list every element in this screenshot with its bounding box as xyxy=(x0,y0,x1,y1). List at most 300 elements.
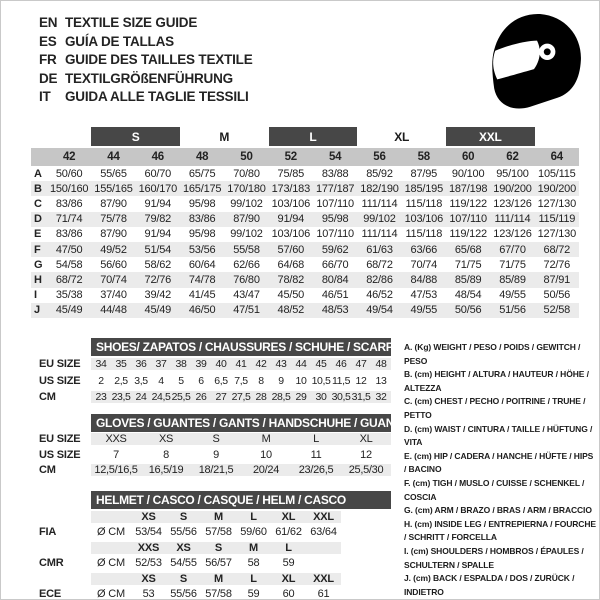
measurement-cell: 123/126 xyxy=(493,197,532,210)
table-cell: L xyxy=(313,433,319,446)
table-cell: 58 xyxy=(247,557,260,570)
measurement-cell: 91/94 xyxy=(277,213,305,226)
measurement-cell: 46/51 xyxy=(321,289,349,302)
table-cell: M xyxy=(249,541,258,554)
table-cell: 47 xyxy=(355,358,367,371)
table-cell: 27 xyxy=(215,391,227,404)
measurement-cell: 85/89 xyxy=(454,273,482,286)
measurement-legend xyxy=(404,341,596,599)
measurement-cell: 155/165 xyxy=(94,182,133,195)
table-cell: 53/54 xyxy=(135,526,162,539)
table-cell: Ø CM xyxy=(97,526,125,539)
measurement-cell: 57/60 xyxy=(277,243,305,256)
measurement-cell: 58/62 xyxy=(144,258,172,271)
measurement-cell: 45/50 xyxy=(277,289,305,302)
measurement-cell: 177/187 xyxy=(315,182,355,195)
measurement-cell: 91/94 xyxy=(144,197,172,210)
table-cell: 44 xyxy=(295,358,307,371)
table-cell: 28,5 xyxy=(271,391,291,404)
row-cells xyxy=(91,391,391,403)
legend-item: D. (cm) WAIST / CINTURA / TAILLE / HÜFTUNG / VITA xyxy=(404,423,593,448)
measurement-cell: 60/70 xyxy=(144,167,172,180)
legend-item: C. (cm) CHEST / PECHO / POITRINE / TRUHE / PETTO xyxy=(404,396,586,420)
table-cell: 23/26,5 xyxy=(298,464,334,477)
measurement-cell: 72/76 xyxy=(543,258,571,271)
measurement-cell: 87/90 xyxy=(100,228,127,241)
table-cell: 25,5 xyxy=(171,391,191,404)
table-cell: 43 xyxy=(275,358,287,371)
table-cell: 30 xyxy=(315,391,327,404)
language-row xyxy=(39,51,253,70)
size-header-cell: 58 xyxy=(417,151,431,163)
table-row xyxy=(39,540,391,556)
measurement-cell: 111/114 xyxy=(361,197,398,210)
measurement-cell: 76/80 xyxy=(233,273,260,286)
table-cell: 57/58 xyxy=(205,588,232,600)
measurement-cell: 87/95 xyxy=(410,167,438,180)
size-header-cell: 60 xyxy=(461,151,475,163)
table-cell: 12 xyxy=(360,448,372,461)
measurement-cell: 70/80 xyxy=(233,167,260,180)
measurement-cell: 87/90 xyxy=(100,197,127,210)
table-cell: 23,5 xyxy=(111,391,131,404)
measurement-cell: 170/180 xyxy=(227,182,266,195)
table-cell: 18/21,5 xyxy=(198,464,234,477)
measurement-row xyxy=(31,227,579,242)
measurement-cell: 111/114 xyxy=(494,213,531,226)
language-code: IT xyxy=(39,89,51,104)
measurement-cell: 48/54 xyxy=(454,289,482,302)
row-cells xyxy=(91,542,341,554)
table-cell xyxy=(91,573,131,585)
measurement-cell: 111/114 xyxy=(361,228,398,241)
measurement-cell: 49/55 xyxy=(410,304,438,317)
measurement-cell: 83/86 xyxy=(188,213,216,226)
measurement-cells xyxy=(47,304,579,316)
table-cell: 61/62 xyxy=(275,526,302,539)
measurement-cell: 123/126 xyxy=(493,228,532,241)
table-cell: 10 xyxy=(260,448,272,461)
legend-item: F. (cm) TIGH / MUSLO / CUISSE / SCHENKEL / COSCIA xyxy=(404,477,585,502)
row-label: EU SIZE xyxy=(39,433,81,446)
table-cell: L xyxy=(285,541,292,554)
measurement-cell: 67/70 xyxy=(499,243,526,256)
measurement-cell: 51/54 xyxy=(144,243,172,256)
measurement-row xyxy=(31,212,579,227)
measurement-row xyxy=(31,181,579,196)
table-cell xyxy=(306,542,341,554)
table-cell: 63/64 xyxy=(310,526,337,539)
measurement-cell: 52/58 xyxy=(543,304,571,317)
helmet-size-table xyxy=(39,491,391,600)
measurement-cell: 87/91 xyxy=(543,273,571,286)
table-cell: 7,5 xyxy=(234,374,248,387)
helmet-rows xyxy=(39,509,391,600)
table-cell: S xyxy=(214,541,223,554)
table-cell: 48 xyxy=(375,358,387,371)
measurement-rows xyxy=(31,166,579,318)
language-row xyxy=(39,88,253,107)
gloves-rows xyxy=(39,432,391,479)
measurement-row-letter: D xyxy=(34,213,42,226)
measurement-cell: 70/74 xyxy=(100,273,127,286)
table-cell: XS xyxy=(176,541,191,554)
shoes-table-header: SHOES/ ZAPATOS / CHAUSSURES / SCHUHE / SCARPE xyxy=(91,338,391,356)
table-cell: 31,5 xyxy=(351,391,371,404)
table-cell: 4 xyxy=(158,374,164,387)
row-cells xyxy=(91,375,391,387)
table-cell: 25,5/30 xyxy=(348,464,384,477)
legend-item: I. (cm) SHOULDERS / HOMBROS / ÉPAULES / SCHULTERN / SPALLE xyxy=(404,545,584,570)
measurement-row-letter: E xyxy=(34,228,42,241)
measurement-cell: 182/190 xyxy=(360,182,399,195)
measurement-cell: 87/90 xyxy=(233,213,260,226)
measurement-cell: 103/106 xyxy=(404,213,443,226)
table-cell: 56/57 xyxy=(205,557,232,570)
table-cell: 59 xyxy=(247,588,260,600)
measurement-cell: 165/175 xyxy=(182,182,222,195)
guide-title-text: TEXTILE SIZE GUIDE xyxy=(65,15,198,30)
size-header-cell: 50 xyxy=(240,151,253,163)
measurement-cell: 107/110 xyxy=(316,197,354,210)
table-cell: 46 xyxy=(335,358,347,371)
row-cells xyxy=(91,464,391,476)
measurement-row xyxy=(31,257,579,272)
measurement-cell: 150/160 xyxy=(49,182,89,195)
size-group-l: L xyxy=(269,127,358,146)
language-code: DE xyxy=(39,70,58,86)
measurement-cell: 99/102 xyxy=(230,228,263,241)
table-cell: 55/56 xyxy=(170,588,197,600)
measurement-cell: 85/92 xyxy=(366,167,393,180)
size-group-xl: XL xyxy=(394,129,410,144)
table-cell: 28 xyxy=(255,391,267,404)
measurement-row xyxy=(31,303,579,318)
measurement-cell: 95/100 xyxy=(496,167,529,180)
language-row xyxy=(39,33,253,52)
table-cell: 8 xyxy=(163,448,169,461)
measurement-cell: 46/50 xyxy=(188,304,216,317)
helmet-icon xyxy=(484,9,586,115)
measurement-cell: 75/78 xyxy=(100,213,127,226)
measurement-cell: 68/72 xyxy=(543,243,571,256)
table-cell: 9 xyxy=(278,374,284,387)
measurement-row-letter: B xyxy=(34,182,42,195)
table-cell: 53 xyxy=(142,588,155,600)
table-cell: Ø CM xyxy=(97,588,125,600)
measurement-cell: 35/38 xyxy=(55,289,83,302)
size-group-s: S xyxy=(91,127,180,146)
table-cell: 8 xyxy=(258,374,264,387)
table-cell: XXL xyxy=(313,510,334,523)
gloves-table-header: GLOVES / GUANTES / GANTS / HANDSCHUHE / GUANTI xyxy=(91,414,391,432)
measurement-cell: 54/58 xyxy=(55,258,83,271)
row-cells xyxy=(91,573,341,585)
measurement-cell: 82/86 xyxy=(366,273,393,286)
accessory-tables xyxy=(39,338,405,600)
measurement-cell: 119/122 xyxy=(449,228,487,241)
table-cell: 6,5 xyxy=(214,374,228,387)
measurement-cell: 91/94 xyxy=(144,228,172,241)
table-cell: 11,5 xyxy=(331,374,351,387)
measurement-cell: 115/119 xyxy=(538,213,576,226)
table-cell: 36 xyxy=(135,358,147,371)
measurement-cell: 85/89 xyxy=(499,273,526,286)
measurement-cell: 55/58 xyxy=(233,243,260,256)
table-cell: S xyxy=(212,433,220,446)
guide-title-text: GUÍA DE TALLAS xyxy=(65,33,174,49)
table-row xyxy=(39,373,391,390)
table-cell: XS xyxy=(158,433,174,446)
table-cell: 5 xyxy=(178,374,184,387)
measurement-cells xyxy=(47,289,579,301)
measurement-row-letter: F xyxy=(34,243,41,256)
measurement-cell: 107/110 xyxy=(449,213,487,226)
measurement-cell: 75/85 xyxy=(277,167,305,180)
measurement-row xyxy=(31,272,579,287)
table-cell: XS xyxy=(141,572,156,585)
table-row xyxy=(39,389,391,406)
measurement-cell: 43/47 xyxy=(233,289,260,302)
table-cell: XXS xyxy=(105,433,127,446)
measurement-cell: 127/130 xyxy=(537,197,576,210)
legend-item: E. (cm) HIP / CADERA / HANCHE / HÜFTE / HIPS / BACINO xyxy=(404,450,594,475)
table-cell: XL xyxy=(281,510,296,523)
table-cell: 55/56 xyxy=(170,526,197,539)
table-cell: 3,5 xyxy=(134,374,148,387)
measurement-cell: 99/102 xyxy=(363,213,396,226)
measurement-row-letter: J xyxy=(34,304,40,317)
table-row xyxy=(39,356,391,373)
shoes-rows xyxy=(39,356,391,406)
row-cells xyxy=(91,526,341,538)
numeric-size-header-row xyxy=(31,148,579,166)
table-cell xyxy=(91,511,131,523)
row-label: CM xyxy=(39,464,56,477)
measurement-cell: 95/98 xyxy=(188,228,216,241)
table-row xyxy=(39,463,391,479)
table-cell: S xyxy=(179,510,188,523)
table-cell: 34 xyxy=(95,358,107,371)
measurement-cells xyxy=(47,228,579,240)
table-cell: 10 xyxy=(295,374,307,387)
guide-title-text: TEXTILGRÖßENFÜHRUNG xyxy=(65,70,233,86)
table-cell: XXL xyxy=(313,572,334,585)
table-cell: 32 xyxy=(375,391,387,404)
table-cell: 12,5/16,5 xyxy=(94,464,138,477)
measurement-row xyxy=(31,242,579,257)
measurement-cell: 41/45 xyxy=(188,289,216,302)
table-cell: 13 xyxy=(375,374,387,387)
size-header-cell: 62 xyxy=(506,151,519,163)
measurement-cell: 79/82 xyxy=(144,213,172,226)
table-cell: 27,5 xyxy=(231,391,251,404)
row-cells xyxy=(91,449,391,461)
measurement-cell: 71/74 xyxy=(55,213,83,226)
language-title-list xyxy=(39,14,253,107)
table-cell: 59 xyxy=(282,557,295,570)
table-cell: XL xyxy=(359,433,373,446)
table-row xyxy=(39,571,391,587)
measurement-row-letter: C xyxy=(34,197,42,210)
table-cell: 30,5 xyxy=(331,391,351,404)
language-code: ES xyxy=(39,33,57,49)
table-cell: 60 xyxy=(282,588,295,600)
table-cell: 38 xyxy=(175,358,187,371)
table-row xyxy=(39,432,391,448)
measurement-cell: 74/78 xyxy=(188,273,216,286)
table-cell: 35 xyxy=(115,358,127,371)
measurement-cell: 90/100 xyxy=(451,167,485,180)
table-cell: 20/24 xyxy=(252,464,280,477)
table-cell: 10,5 xyxy=(311,374,331,387)
row-label: EU SIZE xyxy=(39,358,81,371)
measurement-row-letter: A xyxy=(34,167,42,180)
measurement-cell: 84/88 xyxy=(410,273,438,286)
row-cells xyxy=(91,588,341,600)
helmet-table-header: HELMET / CASCO / CASQUE / HELM / CASCO xyxy=(91,491,391,509)
certification-label: ECE xyxy=(39,588,62,600)
language-row xyxy=(39,70,253,89)
measurement-cell: 72/76 xyxy=(144,273,172,286)
table-cell: L xyxy=(250,572,257,585)
measurement-cell: 49/54 xyxy=(366,304,393,317)
measurement-cell: 61/63 xyxy=(366,243,393,256)
table-cell: M xyxy=(214,572,223,585)
measurement-cell: 53/56 xyxy=(188,243,216,256)
certification-label: CMR xyxy=(39,557,64,570)
size-header-cell: 46 xyxy=(151,151,165,163)
table-cell: 2 xyxy=(98,374,104,387)
measurement-cell: 103/106 xyxy=(271,197,310,210)
table-cell: XL xyxy=(281,572,296,585)
measurement-cell: 39/42 xyxy=(144,289,172,302)
table-row xyxy=(39,556,391,572)
shoes-size-table xyxy=(39,338,402,406)
legend-item: J. (cm) BACK / ESPALDA / DOS / ZURÜCK / INDIETRO xyxy=(404,573,575,597)
table-cell: 26 xyxy=(195,391,207,404)
measurement-cell: 78/82 xyxy=(277,273,305,286)
measurement-cell: 50/60 xyxy=(55,167,83,180)
measurement-cell: 190/200 xyxy=(537,182,576,195)
size-header-cell: 54 xyxy=(328,151,342,163)
table-cell: 52/53 xyxy=(135,557,162,570)
measurement-cell: 80/84 xyxy=(321,273,349,286)
table-cell: 11 xyxy=(310,448,322,461)
legend-item: A. (Kg) WEIGHT / PESO / POIDS / GEWITCH / PESO xyxy=(404,342,581,366)
table-cell: 41 xyxy=(235,358,247,371)
measurement-cell: 119/122 xyxy=(449,197,487,210)
table-cell xyxy=(306,557,341,569)
measurement-cell: 107/110 xyxy=(316,228,354,241)
measurement-cell: 62/66 xyxy=(233,258,260,271)
table-cell: 40 xyxy=(215,358,227,371)
language-row xyxy=(39,14,253,33)
size-group-m: M xyxy=(219,129,230,144)
size-header-cell: 48 xyxy=(195,151,209,163)
measurement-cell: 115/118 xyxy=(405,197,443,210)
size-group-xxl: XXL xyxy=(446,127,535,146)
table-cell: XXS xyxy=(137,541,160,554)
table-cell: 39 xyxy=(195,358,207,371)
table-cell: 7 xyxy=(113,448,119,461)
measurement-row xyxy=(31,288,579,303)
measurement-cell: 83/88 xyxy=(321,167,349,180)
table-cell: M xyxy=(214,510,223,523)
measurement-cell: 95/98 xyxy=(188,197,216,210)
language-code: EN xyxy=(39,15,58,30)
measurement-cells xyxy=(47,259,579,271)
row-cells xyxy=(91,557,341,569)
measurement-cell: 71/75 xyxy=(454,258,482,271)
measurement-cell: 64/68 xyxy=(277,258,305,271)
size-header-cell: 64 xyxy=(550,151,564,163)
measurement-row-letter: I xyxy=(34,289,37,302)
legend-item: H. (cm) INSIDE LEG / ENTREPIERNA / FOURCHE / SCHRITT / FORCELLA xyxy=(404,518,596,543)
measurement-cell: 56/60 xyxy=(100,258,127,271)
measurement-cell: 59/62 xyxy=(321,243,349,256)
measurement-cell: 50/56 xyxy=(454,304,482,317)
guide-title-text: GUIDA ALLE TAGLIE TESSILI xyxy=(65,89,249,104)
table-cell: 24 xyxy=(135,391,147,404)
measurement-cells xyxy=(47,274,579,286)
table-cell: 61 xyxy=(317,588,330,600)
measurement-cell: 115/118 xyxy=(405,228,443,241)
measurement-cell: 83/86 xyxy=(55,228,83,241)
table-cell: M xyxy=(261,433,271,446)
measurement-cell: 46/52 xyxy=(366,289,393,302)
size-header-cells xyxy=(47,151,579,163)
table-cell: 57/58 xyxy=(205,526,232,539)
table-row xyxy=(39,509,391,525)
row-label: CM xyxy=(39,391,56,404)
measurement-cell: 47/50 xyxy=(55,243,83,256)
measurement-cell: 63/66 xyxy=(410,243,438,256)
table-cell: 6 xyxy=(198,374,204,387)
legend-item: G. (cm) ARM / BRAZO / BRAS / ARM / BRACCIO xyxy=(404,505,592,516)
table-cell: 23 xyxy=(95,391,107,404)
measurement-cell: 66/70 xyxy=(321,258,349,271)
measurement-cell: 105/115 xyxy=(538,167,576,180)
measurement-cell: 68/72 xyxy=(366,258,393,271)
measurement-cell: 50/56 xyxy=(543,289,571,302)
row-cells xyxy=(91,511,341,523)
measurement-cells xyxy=(47,183,579,195)
apparel-size-table xyxy=(31,127,579,318)
table-cell: 12 xyxy=(355,374,367,387)
table-cell: XS xyxy=(141,510,156,523)
measurement-cell: 45/49 xyxy=(55,304,83,317)
measurement-row xyxy=(31,196,579,211)
table-cell: S xyxy=(179,572,188,585)
table-cell: 2,5 xyxy=(114,374,128,387)
measurement-cell: 60/64 xyxy=(188,258,216,271)
measurement-cell: 45/49 xyxy=(144,304,172,317)
language-code: FR xyxy=(39,52,57,67)
row-label: US SIZE xyxy=(39,374,81,387)
measurement-cell: 103/106 xyxy=(271,228,310,241)
measurement-cell: 37/40 xyxy=(100,289,127,302)
measurement-row-letter: H xyxy=(34,273,42,286)
measurement-cells xyxy=(47,213,579,225)
measurement-cell: 49/52 xyxy=(100,243,127,256)
measurement-cell: 173/183 xyxy=(271,182,310,195)
measurement-cell: 95/98 xyxy=(321,213,349,226)
table-row xyxy=(39,525,391,541)
table-cell: 29 xyxy=(295,391,307,404)
table-row xyxy=(39,447,391,463)
measurement-cell: 47/51 xyxy=(233,304,260,317)
